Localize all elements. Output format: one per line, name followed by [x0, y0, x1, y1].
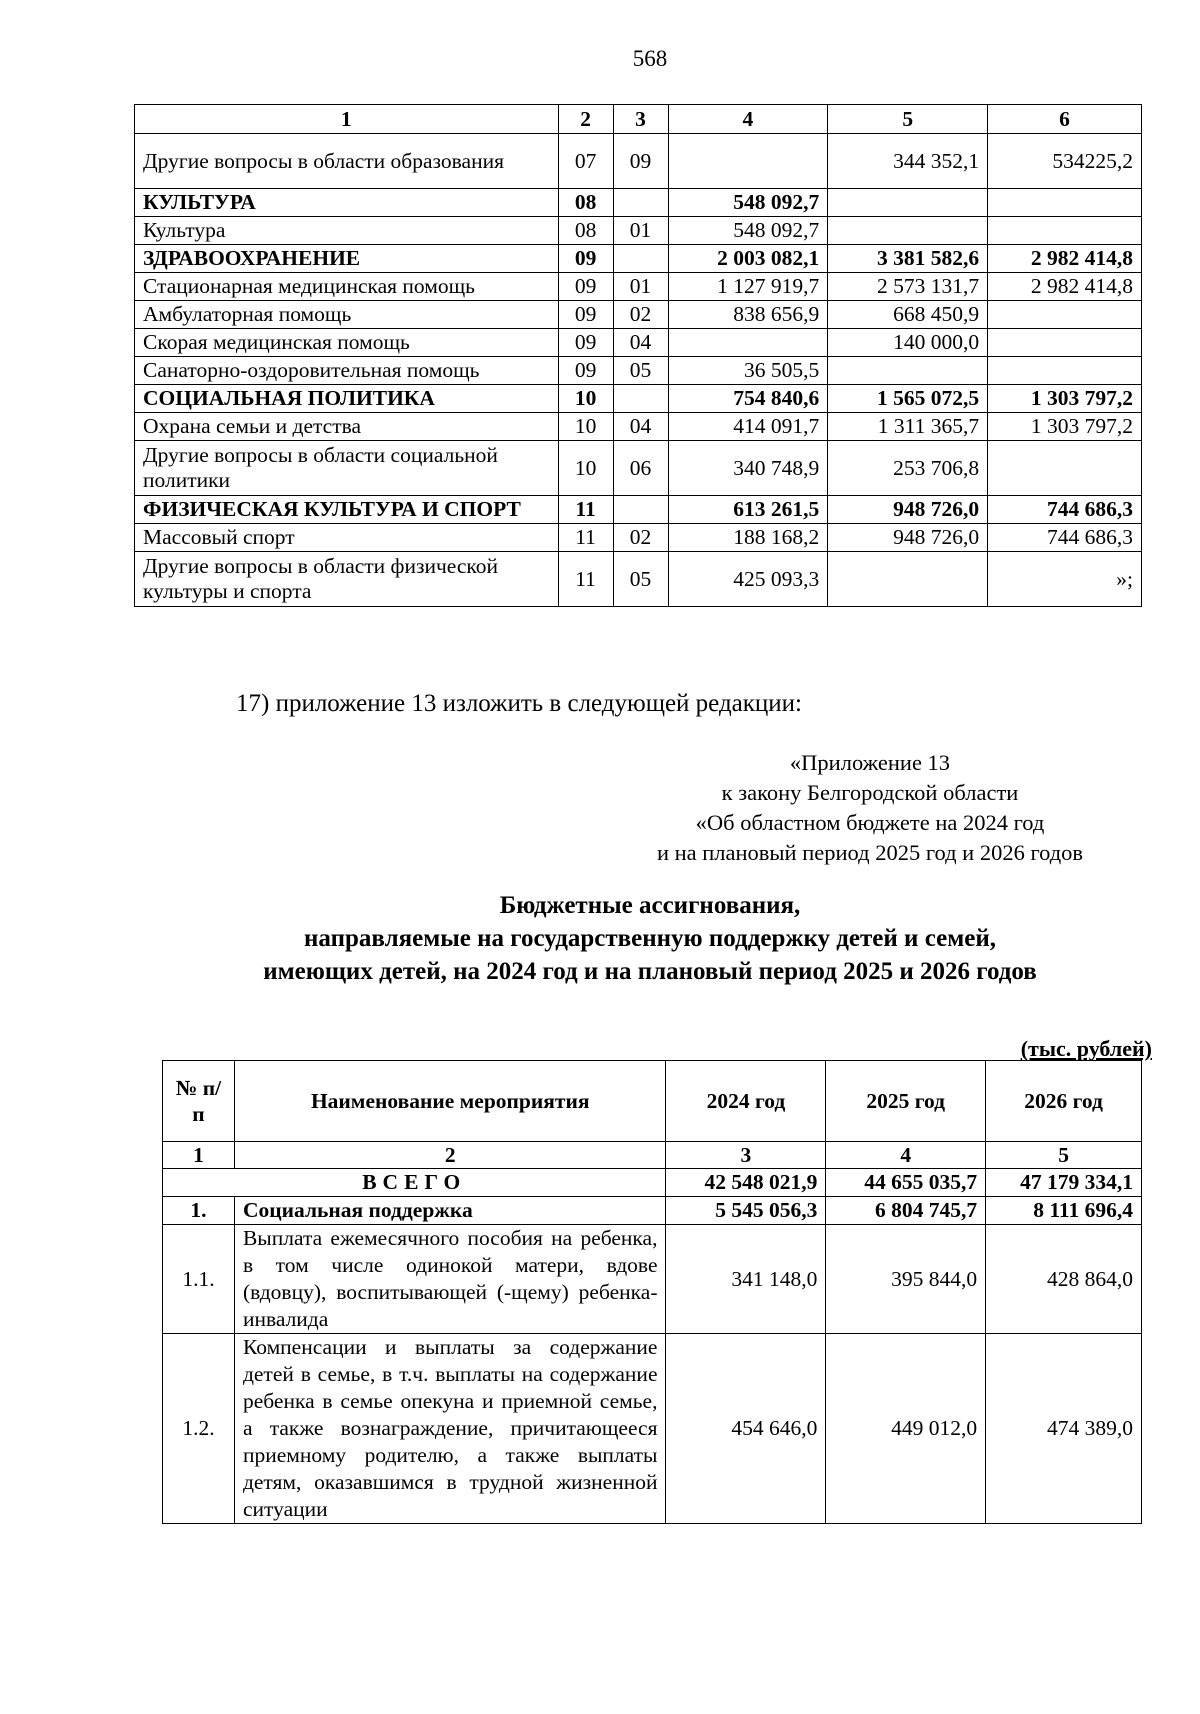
table-row [135, 496, 1142, 524]
row-value-col6 [988, 189, 1142, 217]
row-section-code: 09 [558, 273, 613, 301]
row-value-col4: 548 092,7 [668, 189, 828, 217]
row-value-col5: 948 726,0 [828, 496, 988, 524]
row-value-col6: 1 303 797,2 [988, 385, 1142, 413]
row-value-col4: 613 261,5 [668, 496, 828, 524]
row-number: 1.1. [163, 1225, 235, 1334]
row-section-code: 11 [558, 496, 613, 524]
appendix-line: и на плановый период 2025 год и 2026 годов [656, 840, 1084, 865]
row-value-2026: 474 389,0 [986, 1334, 1142, 1524]
row-value-col6 [988, 441, 1142, 496]
row-value-2025: 6 804 745,7 [826, 1197, 986, 1225]
row-value-2025: 449 012,0 [826, 1334, 986, 1524]
row-section-code: 09 [558, 245, 613, 273]
table-header-row [135, 105, 1142, 134]
row-subsection-code: 06 [613, 441, 668, 496]
column-header-2024: 2024 год [666, 1061, 826, 1142]
row-value-col6: 744 686,3 [988, 496, 1142, 524]
row-subsection-code [613, 496, 668, 524]
row-value-col6 [988, 329, 1142, 357]
row-value-col5: 2 573 131,7 [828, 273, 988, 301]
row-section-code: 09 [558, 301, 613, 329]
row-value-col6: 534225,2 [988, 134, 1142, 189]
table-row [135, 329, 1142, 357]
table-row [135, 134, 1142, 189]
row-name: Культура [135, 217, 559, 245]
row-subsection-code: 01 [613, 273, 668, 301]
row-name: Охрана семьи и детства [135, 413, 559, 441]
row-value-col6 [988, 301, 1142, 329]
row-subsection-code [613, 189, 668, 217]
row-subsection-code [613, 385, 668, 413]
row-section-code: 11 [558, 552, 613, 607]
column-header: 3 [613, 105, 668, 134]
row-subsection-code: 05 [613, 357, 668, 385]
title-line: направляемые на государственную поддержку детей и семей, [304, 925, 996, 952]
total-2025: 44 655 035,7 [826, 1169, 986, 1197]
row-value-col4: 2 003 082,1 [668, 245, 828, 273]
table-row [135, 413, 1142, 441]
table-row [135, 441, 1142, 496]
total-label: ВСЕГО [163, 1169, 666, 1197]
row-value-col4: 754 840,6 [668, 385, 828, 413]
column-number: 2 [234, 1142, 666, 1169]
row-value-col4: 1 127 919,7 [668, 273, 828, 301]
appendix-line: «Приложение 13 [789, 750, 951, 775]
row-name: Другие вопросы в области физической культуры и спорта [135, 552, 559, 607]
row-value-col4: 425 093,3 [668, 552, 828, 607]
row-value-col5: 1 565 072,5 [828, 385, 988, 413]
row-subsection-code [613, 245, 668, 273]
column-header-no: № п/п [163, 1061, 235, 1142]
column-number: 3 [666, 1142, 826, 1169]
row-name: ФИЗИЧЕСКАЯ КУЛЬТУРА И СПОРТ [135, 496, 559, 524]
title-line: Бюджетные ассигнования, [499, 892, 801, 919]
row-name: Социальная поддержка [234, 1197, 666, 1225]
row-subsection-code: 09 [613, 134, 668, 189]
row-subsection-code: 01 [613, 217, 668, 245]
row-name: СОЦИАЛЬНАЯ ПОЛИТИКА [135, 385, 559, 413]
total-2026: 47 179 334,1 [986, 1169, 1142, 1197]
column-header: 6 [988, 105, 1142, 134]
row-value-col6: »; [988, 552, 1142, 607]
row-value-col6: 2 982 414,8 [988, 273, 1142, 301]
row-name: КУЛЬТУРА [135, 189, 559, 217]
row-name: Выплата ежемесячного пособия на ребенка, в том числе одинокой матери, вдове (вдовцу), воспитывающей (-щему) ребенка-инвалида [234, 1225, 666, 1334]
column-header-2026: 2026 год [986, 1061, 1142, 1142]
row-value-col5: 344 352,1 [828, 134, 988, 189]
column-number: 4 [826, 1142, 986, 1169]
row-name: Скорая медицинская помощь [135, 329, 559, 357]
row-value-col4: 36 505,5 [668, 357, 828, 385]
row-subsection-code: 02 [613, 301, 668, 329]
row-value-2024: 5 545 056,3 [666, 1197, 826, 1225]
table-row [135, 273, 1142, 301]
row-section-code: 10 [558, 385, 613, 413]
row-section-code: 08 [558, 217, 613, 245]
row-value-col5 [828, 357, 988, 385]
title-line: имеющих детей, на 2024 год и на плановый период 2025 и 2026 годов [263, 958, 1037, 985]
row-section-code: 09 [558, 357, 613, 385]
table-row [135, 245, 1142, 273]
instruction-text: 17) приложение 13 изложить в следующей редакции: [236, 690, 802, 717]
row-name: Санаторно-оздоровительная помощь [135, 357, 559, 385]
row-value-2025: 395 844,0 [826, 1225, 986, 1334]
row-section-code: 10 [558, 441, 613, 496]
row-value-col5: 140 000,0 [828, 329, 988, 357]
row-value-2026: 428 864,0 [986, 1225, 1142, 1334]
budget-sections-table [134, 104, 1142, 607]
appendix-line: к закону Белгородской области [721, 780, 1019, 805]
row-value-col6: 2 982 414,8 [988, 245, 1142, 273]
column-header: 5 [828, 105, 988, 134]
table-row [135, 385, 1142, 413]
row-name: ЗДРАВООХРАНЕНИЕ [135, 245, 559, 273]
table-row [135, 357, 1142, 385]
appendix-line: «Об областном бюджете на 2024 год [695, 810, 1045, 835]
column-number: 5 [986, 1142, 1142, 1169]
row-section-code: 10 [558, 413, 613, 441]
row-value-col6 [988, 217, 1142, 245]
row-value-col5 [828, 552, 988, 607]
total-row [163, 1169, 1142, 1197]
row-value-col5: 1 311 365,7 [828, 413, 988, 441]
row-number: 1.2. [163, 1334, 235, 1524]
row-value-col5: 948 726,0 [828, 524, 988, 552]
row-value-col4: 548 092,7 [668, 217, 828, 245]
row-subsection-code: 04 [613, 329, 668, 357]
row-subsection-code: 04 [613, 413, 668, 441]
column-header-name: Наименование мероприятия [234, 1061, 666, 1142]
column-number: 1 [163, 1142, 235, 1169]
row-name: Стационарная медицинская помощь [135, 273, 559, 301]
table-row [135, 217, 1142, 245]
column-header: 1 [135, 105, 559, 134]
row-number: 1. [163, 1197, 235, 1225]
row-subsection-code: 05 [613, 552, 668, 607]
row-name: Амбулаторная помощь [135, 301, 559, 329]
row-value-2024: 341 148,0 [666, 1225, 826, 1334]
row-value-col4: 414 091,7 [668, 413, 828, 441]
row-value-2024: 454 646,0 [666, 1334, 826, 1524]
page-number: 568 [632, 46, 668, 71]
row-name: Другие вопросы в области образования [135, 134, 559, 189]
row-name: Массовый спорт [135, 524, 559, 552]
column-header: 2 [558, 105, 613, 134]
table-row [163, 1197, 1142, 1225]
row-value-col4 [668, 329, 828, 357]
row-value-col6: 744 686,3 [988, 524, 1142, 552]
row-section-code: 11 [558, 524, 613, 552]
units-label: (тыс. рублей) [1020, 1036, 1152, 1061]
row-value-col4: 838 656,9 [668, 301, 828, 329]
table-row [135, 301, 1142, 329]
row-value-col5 [828, 217, 988, 245]
row-value-col4: 340 748,9 [668, 441, 828, 496]
table-row [135, 189, 1142, 217]
row-name: Компенсации и выплаты за содержание детей в семье, в т.ч. выплаты на содержание ребенка в семье опекуна и приемной семье, а также вознаграждение, причитающееся приемному родителю, а также выплаты детям, оказавшимся в трудной жизненной ситуации [234, 1334, 666, 1524]
row-value-col6 [988, 357, 1142, 385]
row-name: Другие вопросы в области социальной политики [135, 441, 559, 496]
row-value-col5: 668 450,9 [828, 301, 988, 329]
row-value-col4 [668, 134, 828, 189]
row-value-2026: 8 111 696,4 [986, 1197, 1142, 1225]
row-section-code: 09 [558, 329, 613, 357]
row-value-col4: 188 168,2 [668, 524, 828, 552]
column-number-row [163, 1142, 1142, 1169]
table-row [163, 1334, 1142, 1524]
table-row [135, 552, 1142, 607]
row-value-col6: 1 303 797,2 [988, 413, 1142, 441]
table-row [163, 1225, 1142, 1334]
row-section-code: 07 [558, 134, 613, 189]
total-2024: 42 548 021,9 [666, 1169, 826, 1197]
column-header: 4 [668, 105, 828, 134]
table-row [135, 524, 1142, 552]
row-subsection-code: 02 [613, 524, 668, 552]
row-section-code: 08 [558, 189, 613, 217]
table-header-row [163, 1061, 1142, 1142]
row-value-col5 [828, 189, 988, 217]
row-value-col5: 253 706,8 [828, 441, 988, 496]
row-value-col5: 3 381 582,6 [828, 245, 988, 273]
column-header-2025: 2025 год [826, 1061, 986, 1142]
document-title [160, 889, 1140, 988]
child-support-table [162, 1060, 1142, 1524]
appendix-reference [600, 748, 1140, 868]
